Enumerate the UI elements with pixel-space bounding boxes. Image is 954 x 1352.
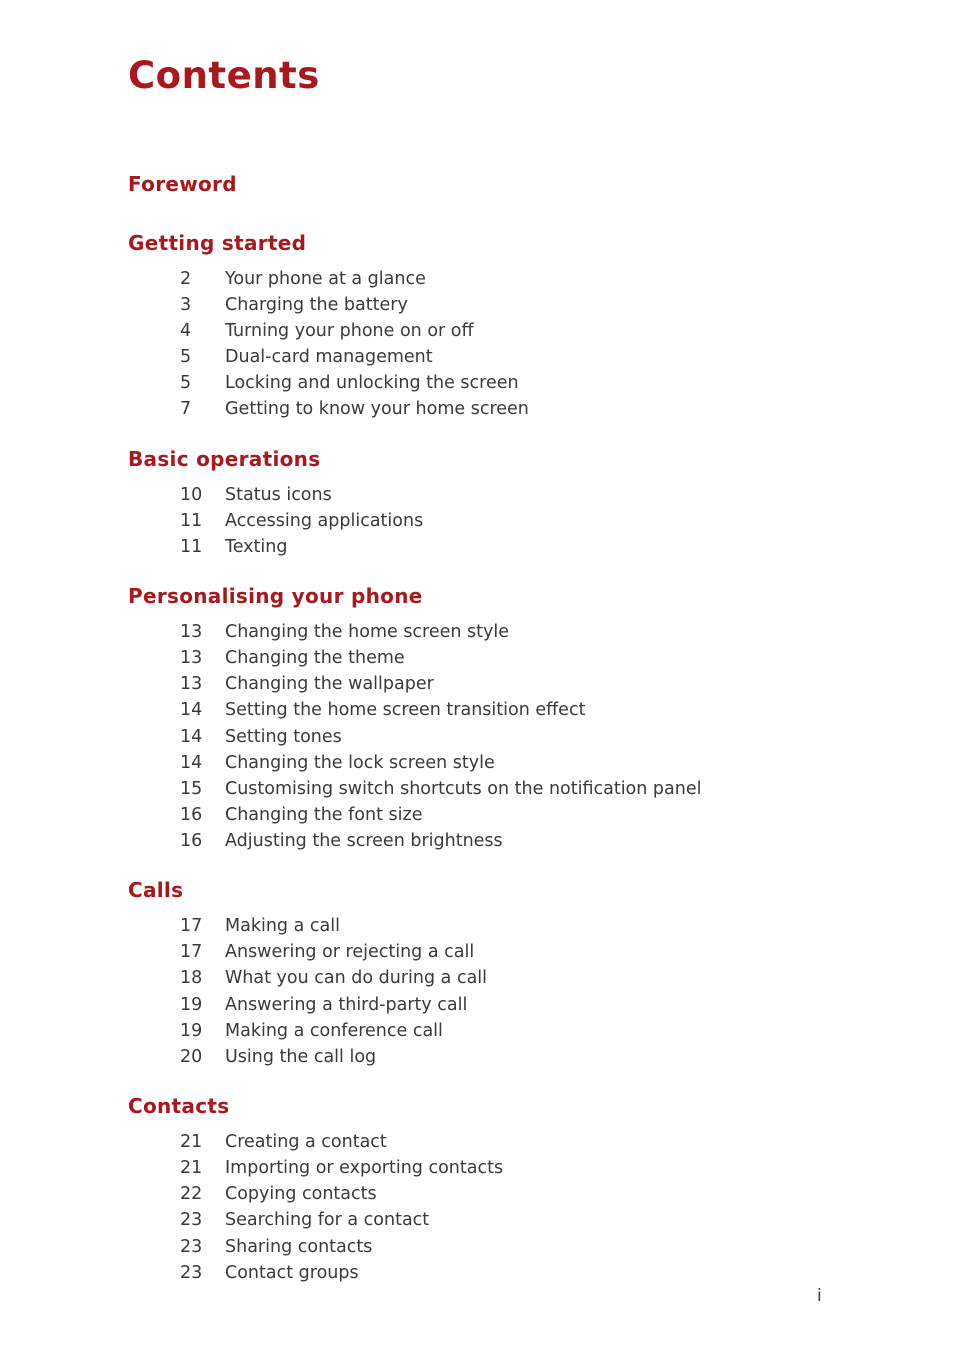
toc-page-number: 11 (180, 511, 203, 531)
toc-page-number: 2 (180, 269, 192, 289)
toc-page-number: 23 (180, 1237, 203, 1257)
section-heading-getting-started[interactable]: Getting started (128, 231, 307, 255)
toc-page-number: 23 (180, 1263, 203, 1283)
toc-page-number: 14 (180, 727, 203, 747)
toc-page-number: 10 (180, 485, 203, 505)
toc-page-number: 20 (180, 1047, 203, 1067)
toc-page-number: 11 (180, 537, 203, 557)
toc-entry-title: Turning your phone on or off (225, 321, 474, 341)
toc-entry-title: Locking and unlocking the screen (225, 373, 519, 393)
toc-entry-title: Making a call (225, 916, 340, 936)
toc-entry-title: What you can do during a call (225, 968, 488, 988)
toc-entry-title: Changing the font size (225, 805, 423, 825)
toc-entry-title: Making a conference call (225, 1021, 443, 1041)
toc-entry-title: Changing the home screen style (225, 622, 510, 642)
section-heading-basic-operations[interactable]: Basic operations (128, 447, 321, 471)
toc-page-number: 14 (180, 753, 203, 773)
toc-page-number: 21 (180, 1158, 203, 1178)
section-heading-personalising[interactable]: Personalising your phone (128, 584, 423, 608)
toc-page-number: 16 (180, 805, 203, 825)
toc-page-number: 14 (180, 700, 203, 720)
toc-entry-title: Setting the home screen transition effect (225, 700, 586, 720)
toc-page-number: 18 (180, 968, 203, 988)
toc-entry-title: Getting to know your home screen (225, 399, 529, 419)
section-heading-foreword[interactable]: Foreword (128, 172, 237, 196)
toc-page-number: 17 (180, 916, 203, 936)
toc-entry-title: Sharing contacts (225, 1237, 373, 1257)
toc-page-number: 17 (180, 942, 203, 962)
toc-entry-title: Customising switch shortcuts on the notification panel (225, 779, 702, 799)
section-heading-calls[interactable]: Calls (128, 878, 184, 902)
toc-entry-title: Contact groups (225, 1263, 359, 1283)
toc-entry-title: Status icons (225, 485, 332, 505)
toc-entry-title: Dual-card management (225, 347, 433, 367)
page-number: i (817, 1286, 822, 1306)
toc-entry-title: Adjusting the screen brightness (225, 831, 503, 851)
section-heading-contacts[interactable]: Contacts (128, 1094, 230, 1118)
toc-entry-title: Answering a third-party call (225, 995, 468, 1015)
toc-page-number: 13 (180, 674, 203, 694)
toc-entry-title: Using the call log (225, 1047, 377, 1067)
toc-page-number: 19 (180, 995, 203, 1015)
toc-entry-title: Setting tones (225, 727, 342, 747)
toc-entry-title: Your phone at a glance (225, 269, 426, 289)
toc-page-number: 5 (180, 347, 192, 367)
toc-page-number: 3 (180, 295, 192, 315)
toc-page-number: 13 (180, 648, 203, 668)
toc-page-number: 5 (180, 373, 192, 393)
toc-page-number: 23 (180, 1210, 203, 1230)
toc-entry-title: Changing the wallpaper (225, 674, 434, 694)
toc-entry-title: Changing the theme (225, 648, 405, 668)
toc-entry-title: Creating a contact (225, 1132, 387, 1152)
toc-page-number: 22 (180, 1184, 203, 1204)
toc-entry-title: Answering or rejecting a call (225, 942, 475, 962)
toc-page-number: 16 (180, 831, 203, 851)
toc-page-number: 15 (180, 779, 203, 799)
toc-entry-title: Changing the lock screen style (225, 753, 495, 773)
toc-page-number: 21 (180, 1132, 203, 1152)
toc-page-number: 4 (180, 321, 192, 341)
toc-entry-title: Accessing applications (225, 511, 424, 531)
toc-entry-title: Texting (225, 537, 288, 557)
toc-page-number: 13 (180, 622, 203, 642)
toc-page-number: 19 (180, 1021, 203, 1041)
toc-entry-title: Charging the battery (225, 295, 408, 315)
toc-entry-title: Copying contacts (225, 1184, 377, 1204)
toc-page-number: 7 (180, 399, 192, 419)
toc-entry-title: Importing or exporting contacts (225, 1158, 504, 1178)
toc-entry-title: Searching for a contact (225, 1210, 430, 1230)
page-title: Contents (128, 54, 320, 97)
